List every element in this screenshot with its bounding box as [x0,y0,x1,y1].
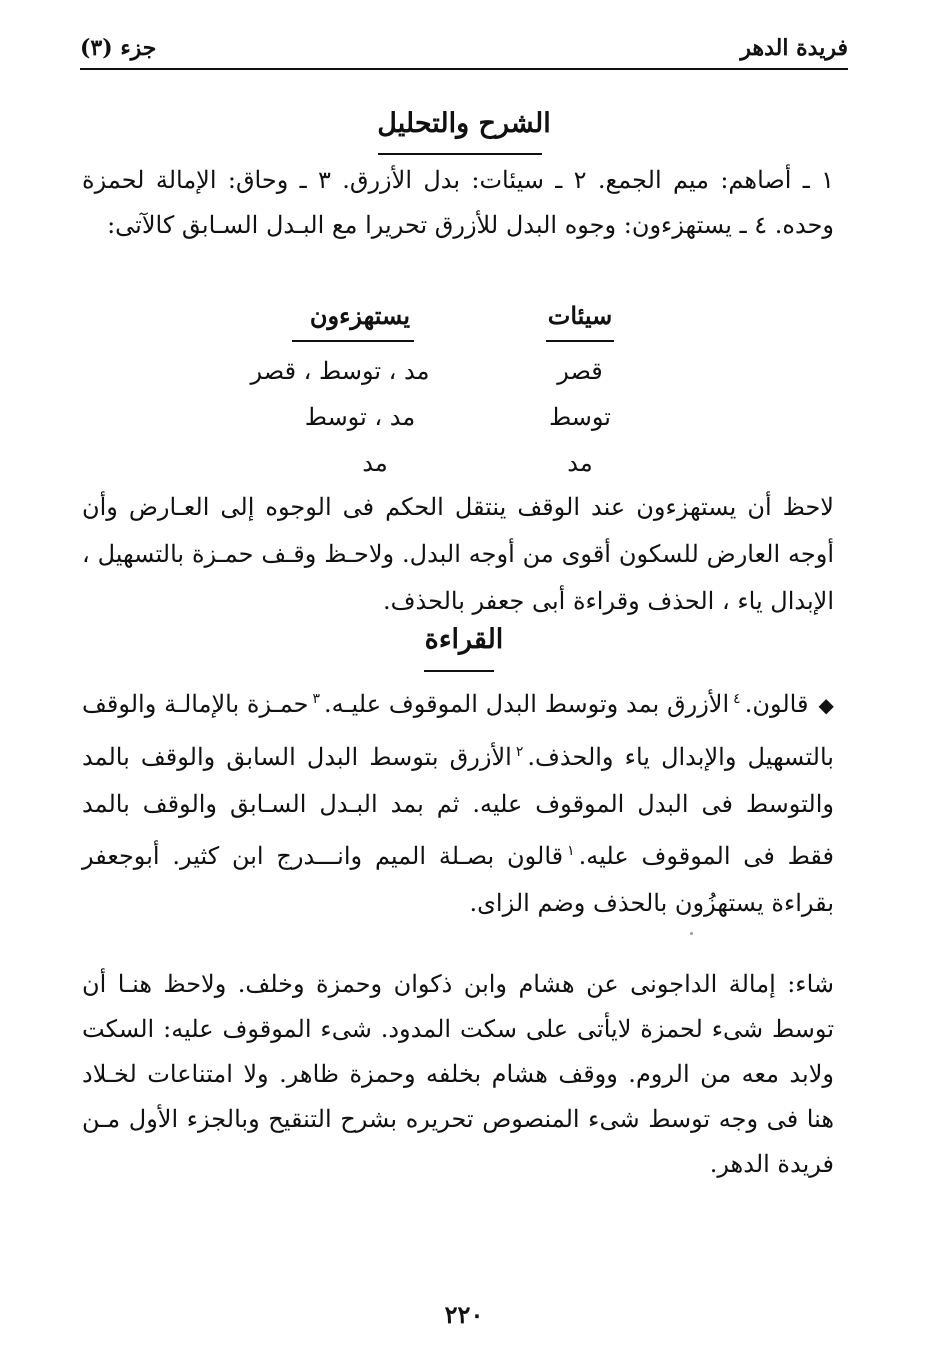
book-title: فريدة الدهر [740,35,848,61]
table-cell: مد [567,449,593,477]
reading-part: حمـزة بالإمالـة والوقف بالتسهيل والإبدال ياء والحذف. [82,690,834,771]
table-column-sayyiat [520,298,640,486]
note-ref: ٢ [515,744,524,760]
reading-part: الأزرق بتوسط البدل السابق والوقف بالمد والتوسط فى البدل الموقوف عليه. ثم بمد البـدل السـابق والوقف بالمد فقط فى الموقوف عليه. [82,743,835,870]
section-title: الشرح والتحليل [377,108,551,139]
reading-part: قالون. [744,690,809,718]
table-column-yastahziun [230,298,450,486]
reading-part: الأزرق بمد وتوسط البدل الموقوف عليـه. [324,690,730,718]
table-header-sayyiat: سيئات [547,301,613,330]
table-cell: مد ، توسط [304,403,416,431]
explanation-paragraph: ١ ـ أصاهم: ميم الجمع. ٢ ـ سيئات: بدل الأزرق. ٣ ـ وحاق: الإمالة لحمزة وحده. ٤ ـ يستهزءون: وجوه البدل للأزرق تحريرا مع البـدل السـابق كالآتى: [82,166,835,239]
table-header-rule-yastahziun [292,340,414,342]
note-ref: ١ [567,843,575,859]
table-cell: مد ، توسط ، قصر [250,357,430,385]
section-title-underline [378,153,542,155]
reading-title: القراءة [424,624,504,655]
reading-part: قالون بصـلة الميم وانـــدرج ابن كثير. أبوجعفر بقراءة يستهزُون بالحذف وضم الزاى. [82,842,834,917]
table-header-rule-sayyiat [546,340,614,342]
note-ref: ٣ [312,691,321,707]
shaa-paragraph: شاء: إمالة الداجونى عن هشام وابن ذكوان وحمزة وخلف. ولاحظ هنـا أن توسط شىء لحمزة لايأتى على سكت المدود. شىء الموقوف عليه: السكت ولابد معه من الروم. ووقف هشام بخلفه وحمزة ظاهر. ولا امتناعات لخـلاد هنا فى وجه توسط شىء المنصوص تحريره بشرح التنقيح وبالجزء الأول مـن فريدة الدهر. [82,970,834,1178]
reading-title-underline [424,670,494,672]
header-rule [80,68,848,70]
note-ref: ٤ [733,691,741,707]
page-number: ٢٢٠ [444,1300,484,1329]
table-cell: قصر [557,357,603,385]
table-cell: توسط [549,403,611,431]
bullet-diamond-icon: ◆ [818,693,834,717]
note-paragraph: لاحظ أن يستهزءون عند الوقف ينتقل الحكم فى الوجوه إلى العـارض وأن أوجه العارض للسكون أقوى من أوجه البدل. ولاحـظ وقـف حمـزة بالتسهيل ، الإبدال ياء ، الحذف وقراءة أبى جعفر بالحذف. [82,493,835,615]
table-header-yastahziun: يستهزءون [309,301,411,330]
table-cell: مد [362,449,388,477]
part-label: جزء (٣) [80,35,157,61]
reading-paragraph [82,676,834,927]
scan-speck [690,932,693,935]
running-header [80,28,848,68]
